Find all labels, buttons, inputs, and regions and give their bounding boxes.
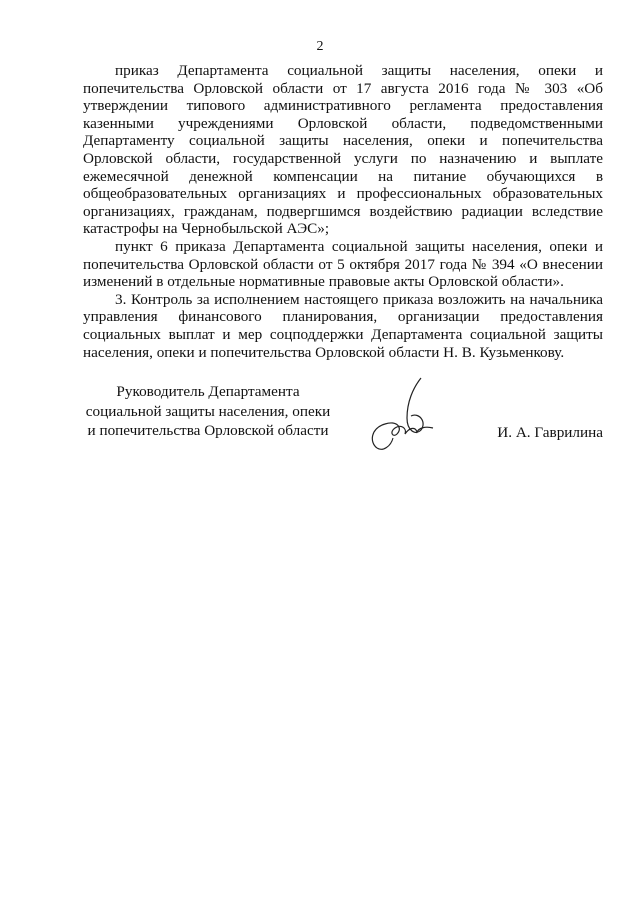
paragraph-order-394: пункт 6 приказа Департамента социальной защиты населения, опеки и попечительства Орловской области от 5 октября 2017 года № 394 «О внесении изменений в отдельные нормативные правовые акты Орловской области». (83, 237, 603, 291)
signer-title-line: Руководитель Департамента (116, 383, 300, 400)
signer-title (83, 382, 333, 441)
signer-name: И. А. Гаврилина (497, 424, 603, 441)
page-number: 2 (316, 39, 324, 54)
signature-block (83, 382, 603, 462)
handwritten-signature (363, 372, 443, 462)
signer-title-line: и попечительства Орловской области (87, 422, 329, 439)
document-body (83, 62, 603, 361)
paragraph-order-303: приказ Департамента социальной защиты населения, опеки и попечительства Орловской области от 17 августа 2016 года № 303 «Об утверждении типового административного регламента предоставления казенными учреждениями Орловской области, подведомственными Департаменту социальной защиты населения, опеки и попечительства Орловской области, государственной услуги по назначению и выплате ежемесячной денежной компенсации на питание обучающихся в общеобразовательных организациях и профессиональных образовательных организациях, гражданам, подвергшимся воздействию радиации вследствие катастрофы на Чернобыльской АЭС»; (83, 62, 603, 238)
paragraph-control: 3. Контроль за исполнением настоящего приказа возложить на начальника управления финансового планирования, организации предоставления социальных выплат и мер соцподдержки Департамента социальной защиты населения, опеки и попечительства Орловской области Н. В. Кузьменкову. (83, 290, 603, 361)
signer-title-line: социальной защиты населения, опеки (85, 402, 331, 420)
